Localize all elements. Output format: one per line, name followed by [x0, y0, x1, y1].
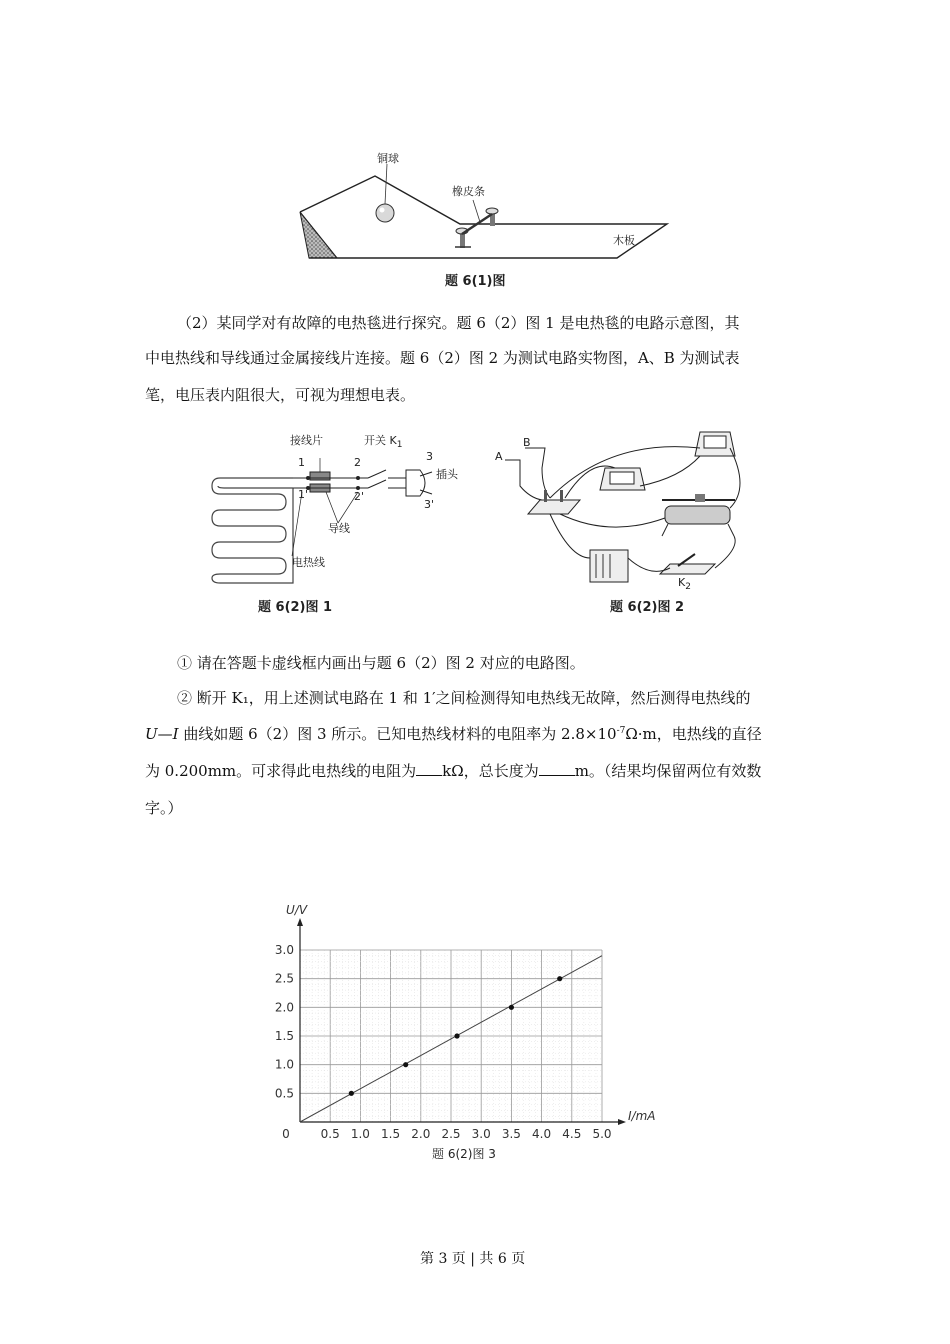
question-2-line-3: 为 0.200mm。可求得此电热线的电阻为 kΩ，总长度为 m。（结果均保留两位有效数: [145, 762, 762, 780]
data-point: [349, 1091, 354, 1096]
data-point: [509, 1005, 514, 1010]
data-point: [403, 1062, 408, 1067]
x-tick-label: 4.5: [562, 1127, 582, 1141]
paragraph-line: 笔，电压表内阻很大，可视为理想电表。: [145, 386, 416, 404]
x-tick-label: 1.0: [350, 1127, 370, 1141]
label-heater-wire: 电热线: [292, 556, 325, 569]
x-axis-arrow: [618, 1119, 626, 1125]
question-2-line-4: 字。）: [145, 799, 183, 817]
label-switch: 开关 $K_1$: [364, 434, 403, 451]
origin-label: 0: [282, 1127, 290, 1141]
label-node-3: 3: [426, 450, 433, 463]
figure-caption: 题 6(2)图 2: [610, 600, 685, 615]
question-2-line-1: ② 断开 K₁，用上述测试电路在 1 和 1′之间检测得知电热线无故障，然后测得电热线的: [177, 689, 751, 707]
x-tick-label: 2.5: [441, 1127, 461, 1141]
y-tick-label: 2.5: [274, 971, 294, 986]
x-tick-label: 5.0: [592, 1127, 612, 1141]
x-tick-label: 3.5: [501, 1127, 521, 1141]
x-tick-label: 2.0: [411, 1127, 431, 1141]
figure-6-2-2: [490, 428, 750, 618]
label-wood-board: 木板: [613, 234, 635, 247]
y-tick-label: 0.5: [274, 1086, 294, 1101]
answer-blank-resistance[interactable]: [416, 761, 442, 776]
y-tick-label: 1.5: [274, 1029, 294, 1043]
y-axis-label: U/V: [286, 903, 308, 917]
chart-caption: 题 6(2)图 3: [432, 1147, 496, 1161]
label-probe-a: A: [495, 450, 503, 463]
test-circuit-apparatus: [490, 428, 750, 618]
y-tick-label: 3.0: [274, 943, 294, 957]
question-1: ① 请在答题卡虚线框内画出与题 6（2）图 2 对应的电路图。: [177, 654, 585, 672]
ui-chart: [260, 895, 680, 1165]
ramp-diagram: [295, 140, 675, 270]
y-axis-arrow: [297, 918, 303, 926]
x-axis-label: I/mA: [628, 1109, 656, 1123]
terminal-lug: [310, 472, 330, 480]
x-tick-label: 3.0: [471, 1127, 491, 1141]
label-rubber-band: 橡皮条: [452, 185, 485, 198]
x-tick-label: 4.0: [532, 1127, 552, 1141]
label-wire: 导线: [328, 522, 350, 535]
ui-chart-svg: [260, 895, 680, 1165]
y-tick-label: 1.0: [274, 1057, 294, 1072]
figure-6-2-1: [208, 428, 468, 618]
answer-blank-length[interactable]: [539, 761, 575, 776]
data-point: [557, 976, 562, 981]
label-probe-b: B: [523, 436, 531, 449]
figure-caption: 题 6(1)图: [445, 274, 506, 289]
label-node-1p: 1': [298, 488, 309, 501]
paragraph-line: （2）某同学对有故障的电热毯进行探究。题 6（2）图 1 是电热毯的电路示意图，其: [177, 314, 740, 332]
y-tick-label: 2.0: [274, 1000, 294, 1015]
label-node-3p: 3': [424, 498, 435, 511]
figure-6-1: [295, 140, 675, 290]
label-terminal-lug: 接线片: [290, 434, 323, 447]
paragraph-line: 中电热线和导线通过金属接线片连接。题 6（2）图 2 为测试电路实物图，A、B 为测试表: [145, 349, 740, 367]
x-tick-label: 0.5: [320, 1127, 340, 1141]
x-tick-label: 1.5: [381, 1127, 401, 1141]
label-node-2p: 2': [354, 490, 365, 503]
label-node-1: 1: [298, 456, 305, 469]
figure-caption: 题 6(2)图 1: [258, 600, 333, 615]
label-node-2: 2: [354, 456, 361, 469]
data-point: [454, 1033, 459, 1038]
label-copper-ball: 铜球: [377, 152, 399, 165]
label-plug: 插头: [436, 468, 458, 481]
page-footer: 第 3 页 | 共 6 页: [420, 1251, 526, 1267]
label-switch-k2: $K_2$: [678, 576, 691, 593]
question-2-line-2: U—I 曲线如题 6（2）图 3 所示。已知电热线材料的电阻率为 $2.8\times 10^{-7}\Omega\cdot m$，电热线的直径: [145, 725, 762, 743]
copper-ball: [376, 204, 394, 222]
